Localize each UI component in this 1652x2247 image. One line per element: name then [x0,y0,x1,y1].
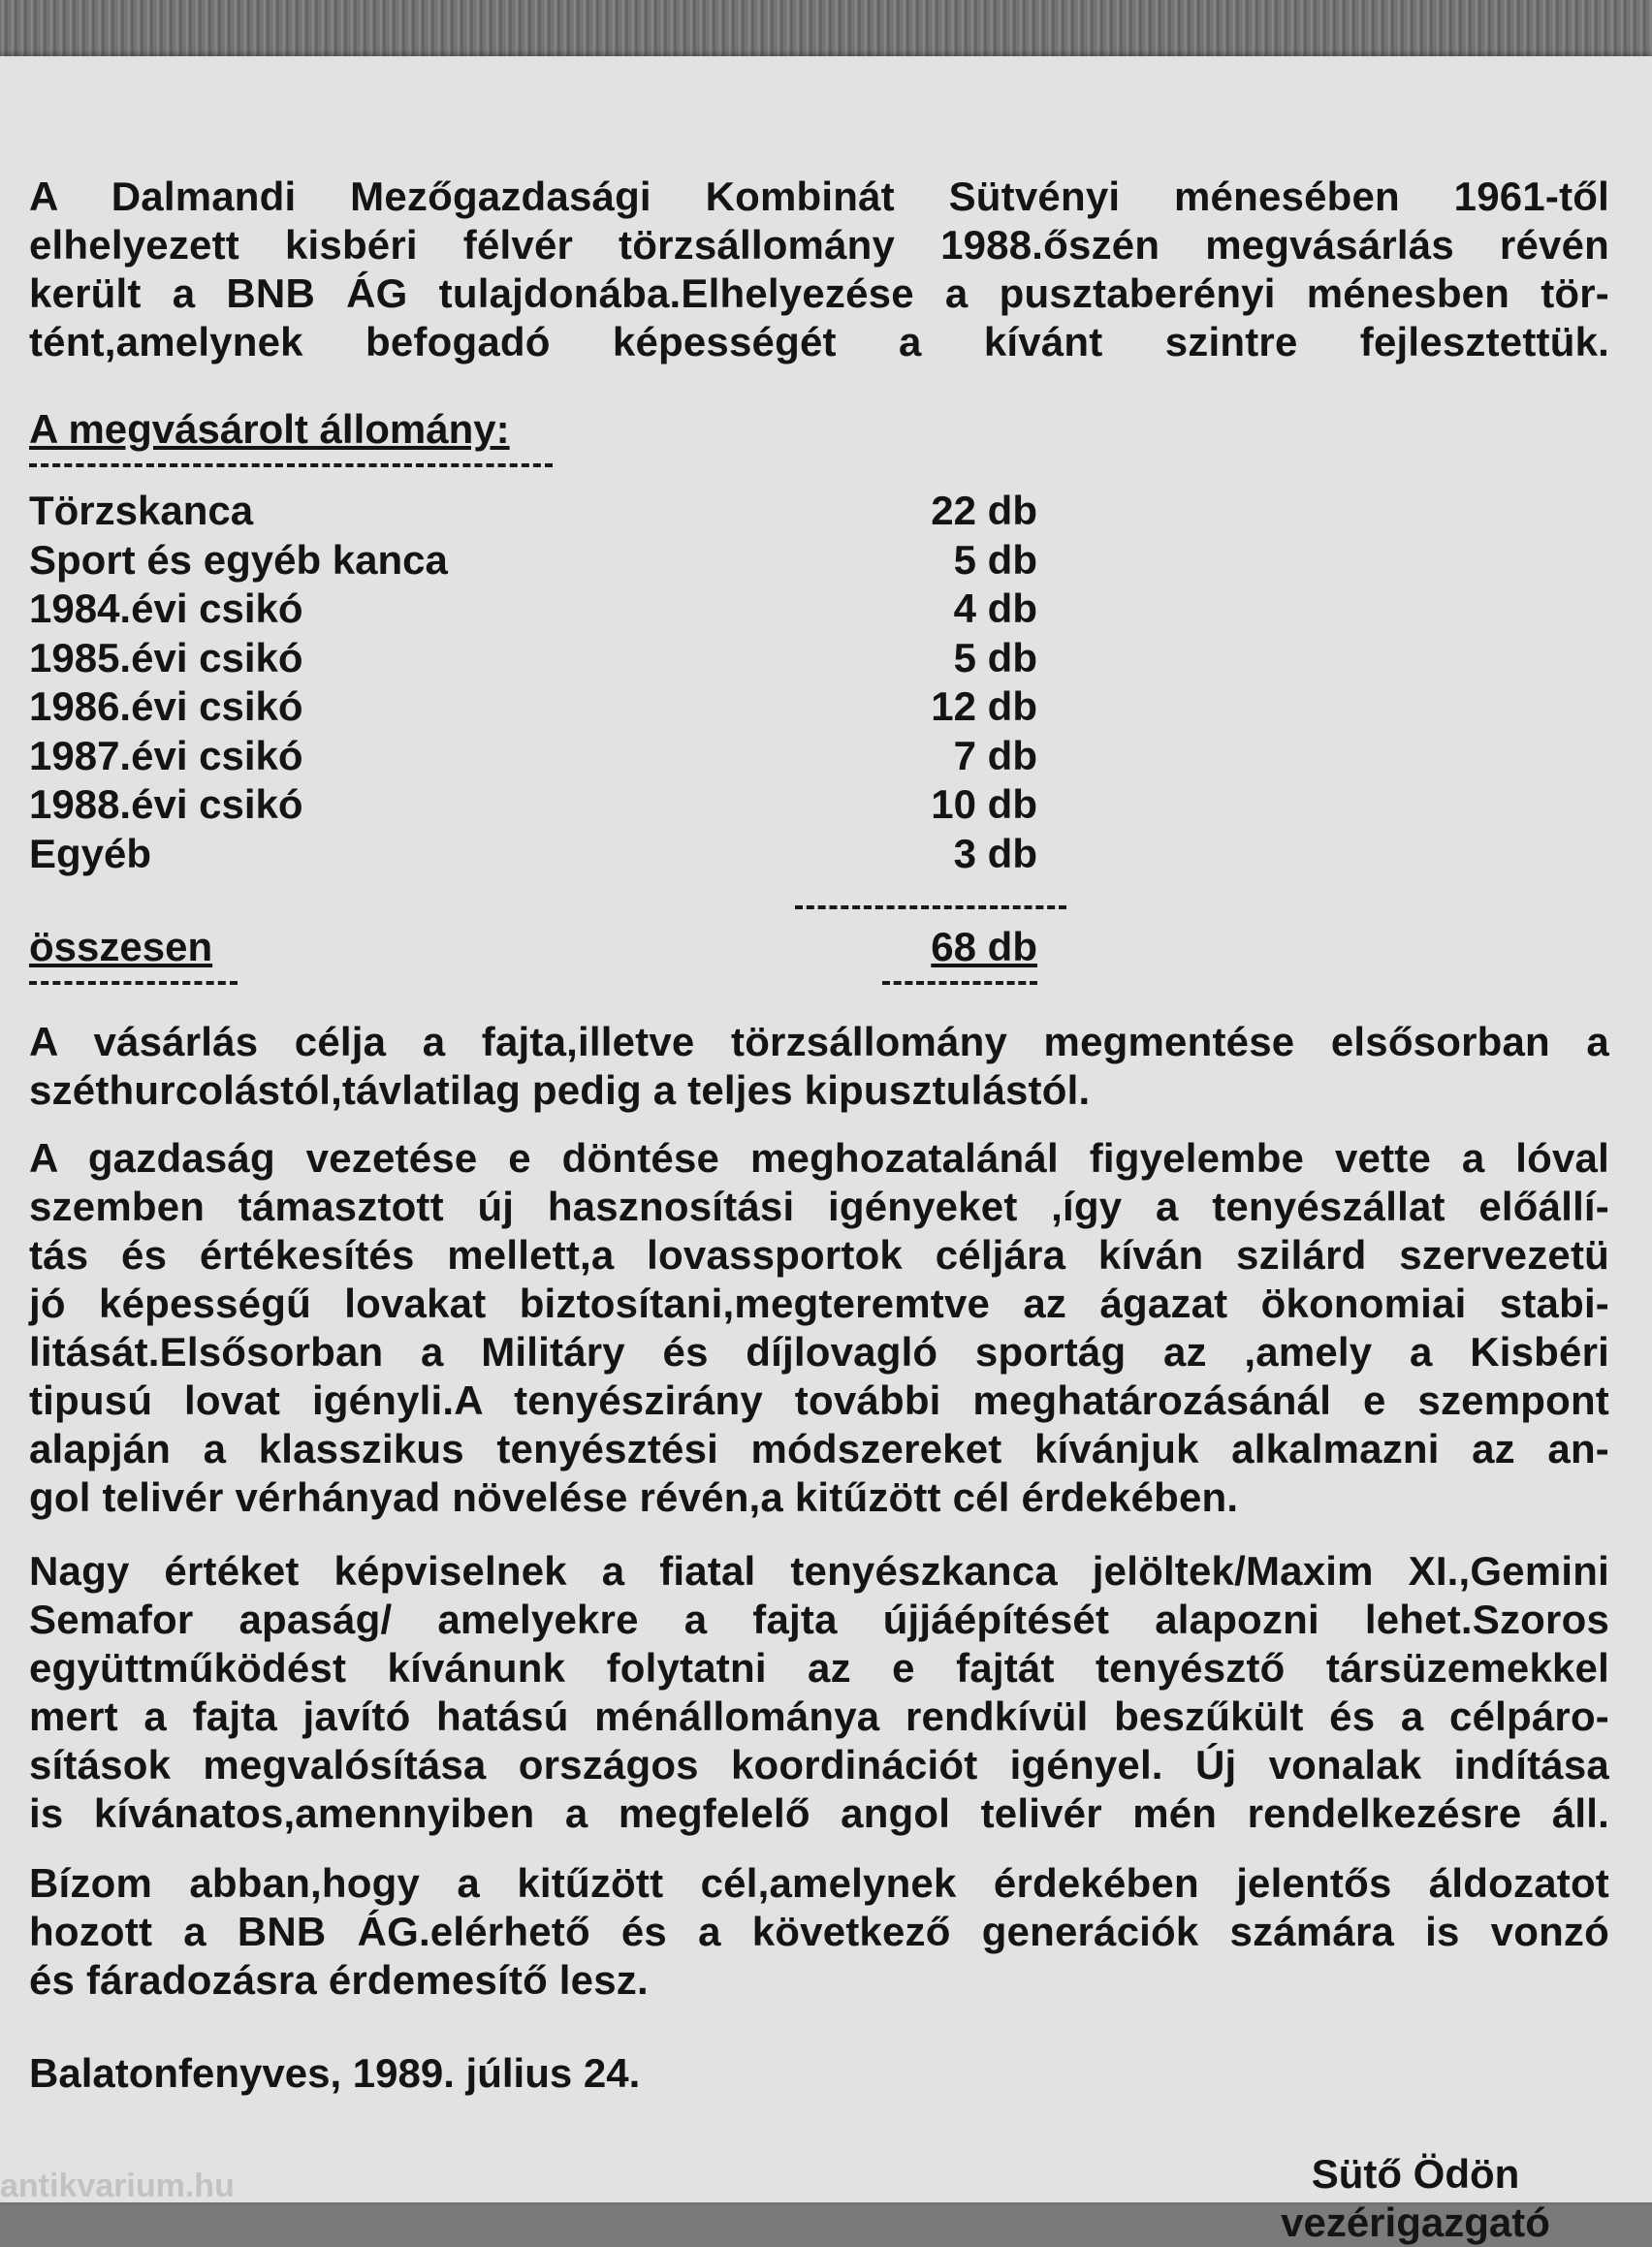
row-label: 1984.évi csikó [29,585,303,631]
text-line: került a BNB ÁG tulajdonába.Elhelyezése a pusztaberényi ménesben tör- [29,270,1609,316]
signature-block [1222,2150,1609,2247]
row-value: 22 db [931,488,1037,533]
place-date: Balatonfenyves, 1989. július 24. [29,2050,641,2096]
text-line: széthurcolástól,távlatilag pedig a teljes kipusztulástól. [29,1067,1091,1113]
stock-table [29,487,1096,878]
table-row [29,780,1096,830]
text-line: sítások megvalósítása országos koordinációt igényel. Új vonalak indítása [29,1742,1609,1788]
row-value: 4 db [953,585,1037,631]
row-label: 1987.évi csikó [29,732,303,778]
text-line: alapján a klasszikus tenyésztési módszereket kívánjuk alkalmazni az an- [29,1426,1609,1472]
purpose-paragraph [29,1018,1609,1115]
row-value: 5 db [953,536,1037,583]
table-row [29,830,1096,879]
total-value: 68 db [931,924,1037,969]
row-label: Sport és egyéb kanca [29,536,448,583]
text-line: tás és értékesítés mellett,a lovassportok céljára kíván szilárd szervezetü [29,1232,1609,1278]
table-row [29,682,1096,732]
text-line: Semafor apaság/ amelyekre a fajta újjáépítését alapozni lehet.Szoros [29,1597,1609,1642]
table-row [29,732,1096,781]
row-value: 3 db [953,830,1037,876]
management-paragraph [29,1134,1609,1522]
row-value: 7 db [953,732,1037,778]
text-line: A vásárlás célja a fajta,illetve törzsállomány megmentése elsősorban a [29,1019,1609,1064]
text-line: együttműködést kívánunk folytatni az e fajtát tenyésztő társüzemekkel [29,1645,1609,1691]
watermark-text: antikvarium.hu [0,2169,235,2202]
total-value-dash-rule [882,981,1037,985]
row-value: 12 db [931,683,1037,729]
heading-dash-rule [29,463,553,467]
text-line: elhelyezett kisbéri félvér törzsállomány 1988.őszén megvásárlás révén [29,222,1609,268]
text-line: és fáradozásra érdemesítő lesz. [29,1957,649,2003]
sum-dash-rule [795,905,1066,909]
text-line: hozott a BNB ÁG.elérhető és a következő generációk számára is vonzó [29,1909,1609,1954]
intro-paragraph [29,173,1609,366]
total-label: összesen [29,924,213,969]
row-label: 1988.évi csikó [29,781,303,827]
text-line: szemben támasztott új hasznosítási igényeket ,így a tenyészállat előállí- [29,1184,1609,1229]
row-label: Egyéb [29,830,152,876]
text-line: is kívánatos,amennyiben a megfelelő angol telivér mén rendelkezésre áll. [29,1790,1609,1836]
row-value: 5 db [953,634,1037,680]
stock-heading: A megvásárolt állomány: [29,406,510,452]
table-row [29,536,1096,585]
table-row [29,585,1096,634]
closing-paragraph [29,1859,1609,2005]
text-line: Nagy értéket képviselnek a fiatal tenyészkanca jelöltek/Maxim XI.,Gemini [29,1548,1609,1594]
row-label: 1986.évi csikó [29,683,303,729]
text-line: tént,amelynek befogadó képességét a kívánt szintre fejlesztettük. [29,319,1609,364]
row-label: 1985.évi csikó [29,634,303,680]
text-line: mert a fajta javító hatású ménállománya rendkívül beszűkült és a célpáro- [29,1693,1609,1739]
text-line: A Dalmandi Mezőgazdasági Kombinát Sütvényi ménesében 1961-től [29,174,1609,219]
text-line: A gazdaság vezetése e döntése meghozatalánál figyelembe vette a lóval [29,1135,1609,1181]
text-line: tipusú lovat igényli.A tenyészirány további meghatározásánál e szempont [29,1377,1609,1423]
signatory-name: Sütő Ödön [1311,2151,1520,2197]
value-paragraph [29,1547,1609,1838]
text-line: gol telivér vérhányad növelése révén,a kitűzött cél érdekében. [29,1474,1239,1520]
table-row [29,487,1096,536]
document-page [0,56,1652,2245]
total-label-dash-rule [29,981,238,985]
text-line: jó képességű lovakat biztosítani,megteremtve az ágazat ökonomiai stabi- [29,1281,1609,1326]
text-line: Bízom abban,hogy a kitűzött cél,amelynek érdekében jelentős áldozatot [29,1860,1609,1906]
table-row [29,634,1096,683]
row-value: 10 db [931,781,1037,827]
text-line: litását.Elsősorban a Militáry és díjlovagló sportág az ,amely a Kisbéri [29,1329,1609,1375]
row-label: Törzskanca [29,488,254,533]
total-row [29,923,1096,971]
signatory-title: vezérigazgató [1281,2200,1550,2245]
